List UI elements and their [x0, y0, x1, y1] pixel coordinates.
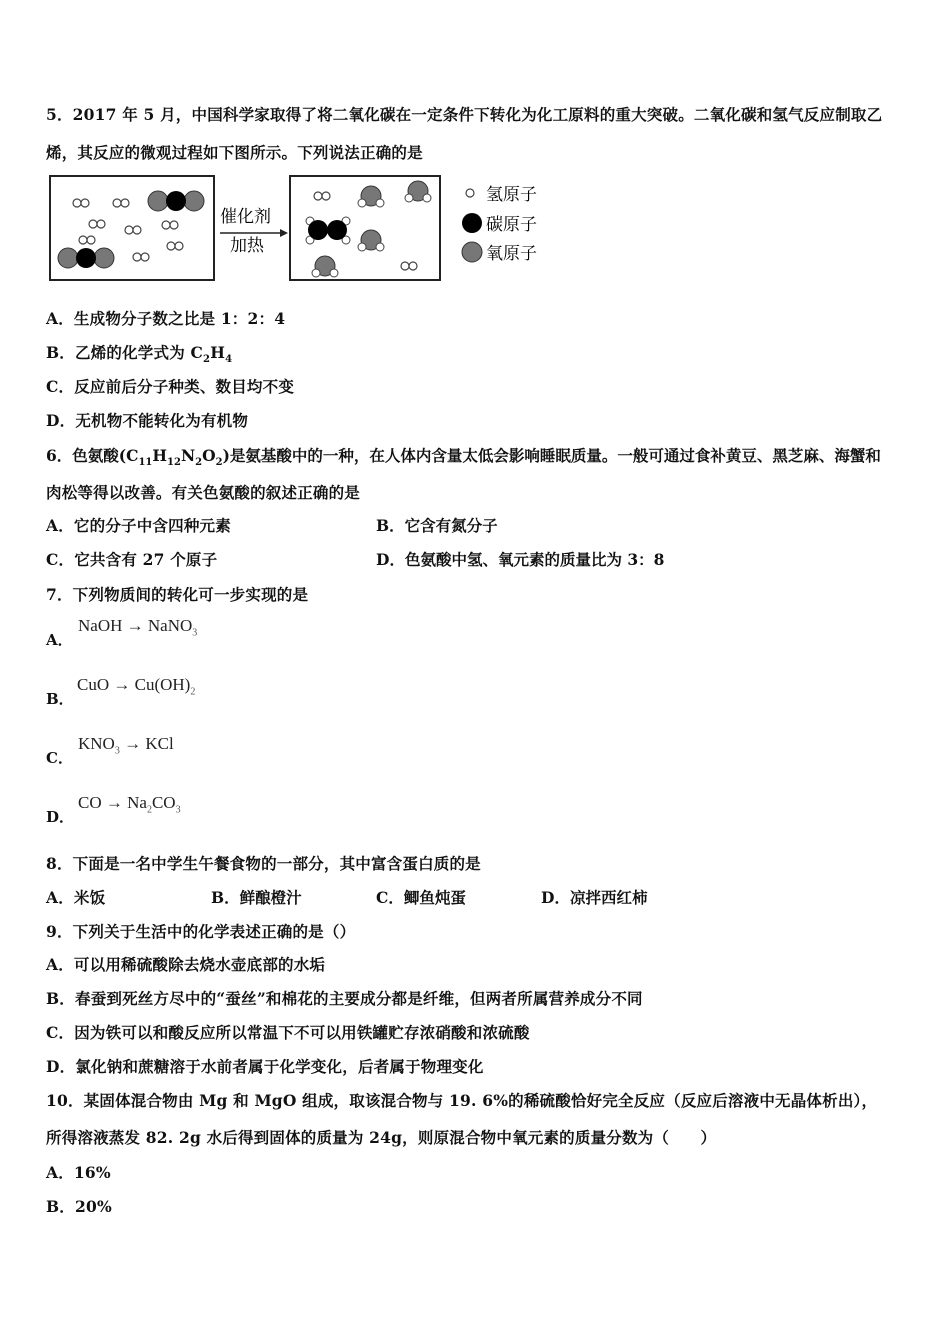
q7-option-a-letter: A． [46, 631, 73, 649]
q7-option-b-letter: B． [46, 690, 74, 708]
q7-option-b-formula: CuO → $Cu(OH)_2$ [77, 675, 196, 698]
legend-carbon-label: 碳原子 [486, 215, 537, 235]
legend-oxygen-icon [462, 242, 482, 262]
legend-carbon-icon [462, 213, 482, 233]
q9-option-c: C．因为铁可以和酸反应所以常温下不可以用铁罐贮存浓硝酸和浓硫酸 [46, 1023, 530, 1042]
q5-option-c: C．反应前后分子种类、数目均不变 [46, 377, 295, 396]
q5-option-b: B．乙烯的化学式为 $C_2H_4$ [46, 343, 233, 366]
q7-option-c-letter: C． [46, 749, 73, 767]
q5-option-a: A．生成物分子数之比是 1：2：4 [46, 309, 286, 328]
co2-molecule-1 [148, 191, 204, 211]
q9-stem: 9．下列关于生活中的化学表述正确的是（） [46, 922, 356, 941]
q5-stem-line2: 烯，其反应的微观过程如下图所示。下列说法正确的是 [46, 143, 423, 162]
q8-option-b: B．鲜酿橙汁 [211, 888, 302, 907]
reaction-diagram-svg [48, 173, 558, 285]
h2o-molecule-3 [358, 230, 384, 251]
q10-option-b: B．20% [46, 1197, 112, 1216]
legend-oxygen-label: 氧原子 [486, 244, 537, 264]
q8-option-a: A．米饭 [46, 888, 106, 907]
q10-option-a: A．16% [46, 1163, 111, 1182]
arrow-condition-bottom: 加热 [230, 236, 264, 256]
q8-stem: 8．下面是一名中学生午餐食物的一部分，其中富含蛋白质的是 [46, 854, 481, 873]
h2o-molecule-4 [312, 256, 338, 277]
q7-option-a-formula: NaOH → NaNO$_3$ [78, 616, 198, 639]
q6-option-a: A．它的分子中含四种元素 [46, 516, 231, 535]
h2o-molecule-2 [405, 181, 431, 202]
c2h4-molecule [306, 217, 350, 244]
q7-stem: 7．下列物质间的转化可一步实现的是 [46, 585, 309, 604]
q5-stem-line1: 5．2017 年 5 月，中国科学家取得了将二氧化碳在一定条件下转化为化工原料的重大突破。二氧化碳和氢气反应制取乙 [46, 105, 883, 124]
q7-option-c-formula: $KNO_3$ → KCl [78, 734, 174, 757]
q9-option-a: A．可以用稀硫酸除去烧水壶底部的水垢 [46, 955, 326, 974]
q8-option-c: C．鲫鱼炖蛋 [376, 888, 466, 907]
q6-stem-line1: 6．色氨酸$(C_{11}H_{12}N_2O_2)$是氨基酸中的一种，在人体内含量太低会影响睡眠质量。一般可通过食补黄豆、黑芝麻、海蟹和 [46, 446, 881, 469]
arrow-condition-top: 催化剂 [220, 207, 271, 227]
q9-option-d: D．氯化钠和蔗糖溶于水前者属于化学变化，后者属于物理变化 [46, 1057, 484, 1076]
legend-hydrogen-label: 氢原子 [486, 185, 537, 205]
q6-option-d: D．色氨酸中氢、氧元素的质量比为 3：8 [376, 550, 665, 569]
q8-option-d: D．凉拌西红柿 [541, 888, 648, 907]
co2-molecule-2 [58, 248, 114, 268]
q5-option-d: D．无机物不能转化为有机物 [46, 411, 249, 430]
q7-option-d-letter: D． [46, 808, 75, 826]
q6-stem-line2: 肉松等得以改善。有关色氨酸的叙述正确的是 [46, 483, 361, 502]
reaction-diagram [48, 173, 558, 289]
q6-option-c: C．它共含有 27 个原子 [46, 550, 218, 569]
q9-option-b: B．春蚕到死丝方尽中的“蚕丝”和棉花的主要成分都是纤维，但两者所属营养成分不同 [46, 989, 643, 1008]
legend-hydrogen-icon [466, 189, 474, 197]
q7-option-d-formula: CO → $Na_2CO_3$ [78, 793, 181, 816]
q10-stem-line2: 所得溶液蒸发 82. 2g 水后得到固体的质量为 24g，则原混合物中氧元素的质量分数为（ ） [46, 1128, 717, 1147]
q10-stem-line1: 10．某固体混合物由 Mg 和 MgO 组成，取该混合物与 19. 6%的稀硫酸恰好完全反应（反应后溶液中无晶体析出）， [46, 1091, 878, 1110]
q6-option-b: B．它含有氮分子 [376, 516, 498, 535]
h2o-molecule-1 [358, 186, 384, 207]
